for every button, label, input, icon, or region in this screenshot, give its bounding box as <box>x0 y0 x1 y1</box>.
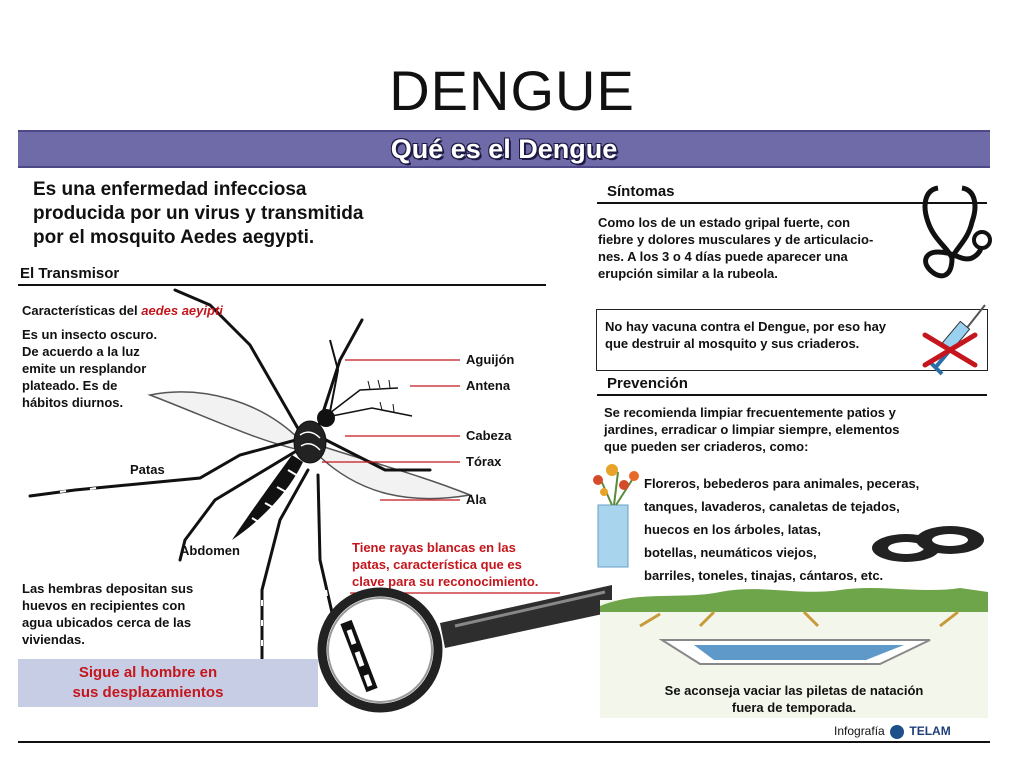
label-ala: Ala <box>466 492 487 507</box>
criaderos-line: tanques, lavaderos, canaletas de tejados, <box>644 499 900 514</box>
banner-title: Qué es el Dengue <box>390 134 618 164</box>
bottom-rule <box>18 741 990 743</box>
credit-brand: TELAM <box>909 724 951 738</box>
criaderos-line: barriles, toneles, tinajas, cántaros, etc. <box>644 568 884 583</box>
slide-title: DENGUE <box>389 59 635 122</box>
sintomas-line: fiebre y dolores musculares y de articulacio- <box>598 232 874 247</box>
stripes-note-line: patas, característica que es <box>352 557 522 572</box>
pool-advice-line: Se aconseja vaciar las piletas de natación <box>664 683 924 698</box>
sintomas-heading: Síntomas <box>607 183 675 200</box>
label-abdomen: Abdomen <box>180 543 240 558</box>
eggs-line: viviendas. <box>22 632 85 647</box>
sintomas-line: erupción similar a la rubeola. <box>598 266 778 281</box>
slogan-line: sus desplazamientos <box>72 684 224 701</box>
prevencion-line: jardines, erradicar o limpiar siempre, elementos <box>604 422 900 437</box>
eggs-line: agua ubicados cerca de las <box>22 615 192 630</box>
label-aguijon: Aguijón <box>466 352 515 367</box>
intro-line: por el mosquito Aedes aegypti. <box>33 227 315 248</box>
criaderos-line: botellas, neumáticos viejos, <box>644 545 817 560</box>
label-torax: Tórax <box>466 454 502 469</box>
stripes-note-line: clave para su reconocimiento. <box>352 574 539 589</box>
label-antena: Antena <box>466 378 511 393</box>
description-line: emite un resplandor <box>22 361 147 376</box>
description-line: hábitos diurnos. <box>22 395 124 410</box>
label-cabeza: Cabeza <box>466 428 512 443</box>
sintomas-line: nes. A los 3 o 4 días puede aparecer una <box>598 249 848 264</box>
criaderos-line: huecos en los árboles, latas, <box>644 522 822 537</box>
prevencion-line: que pueden ser criaderos, como: <box>604 439 809 454</box>
intro-line: producida por un virus y transmitida <box>33 203 364 224</box>
telam-logo-icon <box>890 725 904 739</box>
pool-advice <box>600 682 988 716</box>
transmisor-heading: El Transmisor <box>20 265 120 282</box>
species-name: aedes aeyipti <box>141 303 223 318</box>
label-patas: Patas <box>130 462 165 477</box>
pool-advice-line: fuera de temporada. <box>731 700 857 715</box>
eggs-line: Las hembras depositan sus <box>22 581 194 596</box>
vaccine-line: que destruir al mosquito y sus criaderos. <box>605 336 860 351</box>
prevencion-line: Se recomienda limpiar frecuentemente patios y <box>604 405 896 420</box>
species-caption-prefix: Características del <box>22 303 142 318</box>
description-line: plateado. Es de <box>22 378 118 393</box>
prevencion-heading: Prevención <box>607 375 688 392</box>
credit <box>834 724 951 739</box>
credit-prefix: Infografía <box>834 724 885 738</box>
criaderos-line: Floreros, bebederos para animales, peceras, <box>644 476 920 491</box>
slogan-line: Sigue al hombre en <box>78 664 218 681</box>
description-line: Es un insecto oscuro. <box>22 327 158 342</box>
sintomas-line: Como los de un estado gripal fuerte, con <box>598 215 851 230</box>
vaccine-line: No hay vacuna contra el Dengue, por eso hay <box>605 319 887 334</box>
intro-line: Es una enfermedad infecciosa <box>33 179 307 200</box>
eggs-line: huevos en recipientes con <box>22 598 186 613</box>
stripes-note-line: Tiene rayas blancas en las <box>352 540 516 555</box>
description-line: De acuerdo a la luz <box>22 344 140 359</box>
